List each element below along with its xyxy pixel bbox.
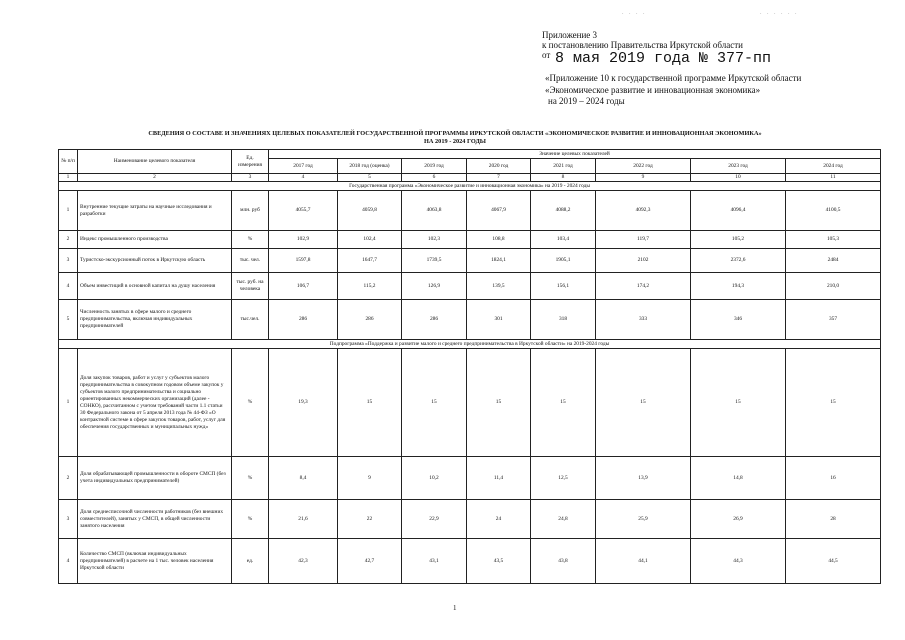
from-prefix: от: [542, 50, 551, 60]
indicator-value: 10,2: [402, 457, 467, 500]
indicator-value: 103,4: [531, 231, 596, 249]
indicator-value: 4055,7: [269, 191, 338, 231]
page-number: 1: [453, 604, 457, 612]
indicator-value: 11,4: [467, 457, 531, 500]
table-row: [59, 457, 881, 500]
indicator-value: 286: [402, 300, 467, 340]
header-num: № п/п: [59, 150, 78, 174]
table-row: [59, 231, 881, 249]
indicator-value: 15: [786, 349, 881, 457]
row-number: 5: [59, 300, 78, 340]
indicator-name: Объем инвестиций в основной капитал на душу населения: [78, 273, 232, 300]
indicator-name: Количество СМСП (включая индивидуальных предпринимателей) в расчете на 1 тыс. человек населения Иркутской области: [78, 539, 232, 584]
indicator-unit: млн. руб: [232, 191, 269, 231]
program-ref-line: «Экономическое развитие и инновационная экономика»: [545, 84, 761, 95]
indicator-value: 16: [786, 457, 881, 500]
title-line: НА 2019 - 2024 ГОДЫ: [424, 138, 486, 145]
indicator-value: 15: [531, 349, 596, 457]
row-number: 3: [59, 500, 78, 539]
row-number: 1: [59, 191, 78, 231]
column-index-cell: 10: [691, 174, 786, 182]
indicator-value: 210,0: [786, 273, 881, 300]
header-year: 2020 год: [467, 159, 531, 174]
row-number: 4: [59, 539, 78, 584]
indicators-table: [58, 149, 881, 584]
column-index-cell: 3: [232, 174, 269, 182]
program-ref-line: на 2019 – 2024 годы: [548, 96, 625, 106]
column-index-cell: 5: [338, 174, 402, 182]
header-name: Наименование целевого показателя: [78, 150, 232, 174]
header-year: 2022 год: [596, 159, 691, 174]
header-year: 2021 год: [531, 159, 596, 174]
program-reference: [545, 73, 801, 108]
header-year: 2017 год: [269, 159, 338, 174]
indicator-value: 119,7: [596, 231, 691, 249]
header-year: 2019 год: [402, 159, 467, 174]
table-row: [59, 249, 881, 273]
indicator-value: 21,6: [269, 500, 338, 539]
indicator-value: 4067,9: [467, 191, 531, 231]
indicator-value: 105,3: [786, 231, 881, 249]
indicator-value: 43,5: [467, 539, 531, 584]
table-row: [59, 273, 881, 300]
indicator-value: 43,1: [402, 539, 467, 584]
header-unit: Ед. измерения: [232, 150, 269, 174]
indicator-value: 174,2: [596, 273, 691, 300]
section-title: Государственная программа «Экономическое развитие и инновационная экономика» на 2019 - 2024 годы: [59, 182, 881, 191]
document-title: [40, 130, 870, 146]
indicator-name: Внутренние текущие затраты на научные исследования и разработки: [78, 191, 232, 231]
indicator-unit: тыс. руб. на человека: [232, 273, 269, 300]
row-number: 2: [59, 457, 78, 500]
indicator-value: 4096,4: [691, 191, 786, 231]
indicator-value: 13,9: [596, 457, 691, 500]
indicator-value: 105,2: [691, 231, 786, 249]
column-index-cell: 1: [59, 174, 78, 182]
indicator-value: 102,9: [269, 231, 338, 249]
decree-date-line: [542, 50, 772, 67]
indicator-value: 44,1: [596, 539, 691, 584]
indicator-value: 2484: [786, 249, 881, 273]
indicator-value: 22: [338, 500, 402, 539]
indicator-value: 15: [691, 349, 786, 457]
indicator-value: 15: [338, 349, 402, 457]
indicator-value: 15: [402, 349, 467, 457]
row-number: 3: [59, 249, 78, 273]
column-index-cell: 7: [467, 174, 531, 182]
indicator-name: Доля среднесписочной численности работников (без внешних совместителей), занятых у СМСП, в общей численности занятого населения: [78, 500, 232, 539]
indicator-value: 156,1: [531, 273, 596, 300]
indicator-name: Доля обрабатывающей промышленности в обороте СМСП (без учета индивидуальных предпринимателей): [78, 457, 232, 500]
indicator-value: 4088,2: [531, 191, 596, 231]
indicator-unit: тыс. чел.: [232, 249, 269, 273]
indicator-value: 25,9: [596, 500, 691, 539]
indicator-value: 2372,6: [691, 249, 786, 273]
decree-line: к постановлению Правительства Иркутской области: [542, 40, 743, 50]
section-title: Подпрограмма «Поддержка и развитие малого и среднего предпринимательства в Иркутской области» на 2019-2024 годы: [59, 340, 881, 349]
date-stamp: 8 мая 2019 года № 377-пп: [555, 50, 772, 67]
indicator-name: Доля закупок товаров, работ и услуг у субъектов малого предпринимательства в совокупном годовом объеме закупок у субъектов малого предпринимательства и социально ориентированных некоммерческих организаций (далее - СОНКО), рассчитанном с учетом требований части 1.1 статьи 30 Федерального закона от 5 апреля 2013 года № 44-ФЗ «О контрактной системе в сфере закупок товаров, работ, услуг для обеспечения государственных и муниципальных нужд»: [78, 349, 232, 457]
indicator-value: 4100,5: [786, 191, 881, 231]
indicator-unit: тыс.чел.: [232, 300, 269, 340]
indicator-value: 9: [338, 457, 402, 500]
indicator-value: 15: [467, 349, 531, 457]
indicator-value: 102,4: [338, 231, 402, 249]
indicator-value: 24: [467, 500, 531, 539]
indicator-value: 1597,8: [269, 249, 338, 273]
indicator-value: 318: [531, 300, 596, 340]
header-year: 2023 год: [691, 159, 786, 174]
indicator-value: 357: [786, 300, 881, 340]
column-index-cell: 11: [786, 174, 881, 182]
indicator-value: 2102: [596, 249, 691, 273]
header-values-group: Значение целевых показателей: [269, 150, 881, 159]
indicator-value: 1905,1: [531, 249, 596, 273]
indicator-value: 44,5: [786, 539, 881, 584]
indicator-value: 28: [786, 500, 881, 539]
indicator-value: 194,3: [691, 273, 786, 300]
indicator-unit: %: [232, 231, 269, 249]
indicator-name: Численность занятых в сфере малого и среднего предпринимательства, включая индивидуальных предпринимателей: [78, 300, 232, 340]
indicator-value: 301: [467, 300, 531, 340]
indicator-value: 1739,5: [402, 249, 467, 273]
column-index-cell: 6: [402, 174, 467, 182]
section-row: [59, 340, 881, 349]
row-number: 1: [59, 349, 78, 457]
header-year: 2024 год: [786, 159, 881, 174]
indicator-value: 8,4: [269, 457, 338, 500]
indicator-value: 42,3: [269, 539, 338, 584]
indicator-value: 126,9: [402, 273, 467, 300]
indicator-value: 43,8: [531, 539, 596, 584]
indicator-value: 106,7: [269, 273, 338, 300]
appendix-line: Приложение 3: [542, 30, 598, 40]
indicator-value: 26,9: [691, 500, 786, 539]
indicator-unit: ед.: [232, 539, 269, 584]
indicator-value: 139,5: [467, 273, 531, 300]
indicator-value: 24,8: [531, 500, 596, 539]
scan-dots-right: . . . . . .: [760, 10, 799, 16]
indicator-value: 15: [596, 349, 691, 457]
indicator-unit: %: [232, 457, 269, 500]
row-number: 2: [59, 231, 78, 249]
indicator-value: 102,3: [402, 231, 467, 249]
indicator-name: Индекс промышленного производства: [78, 231, 232, 249]
indicator-value: 22,9: [402, 500, 467, 539]
indicator-value: 115,2: [338, 273, 402, 300]
indicator-value: 42,7: [338, 539, 402, 584]
table-row: [59, 349, 881, 457]
indicator-value: 333: [596, 300, 691, 340]
table-row: [59, 191, 881, 231]
column-index-cell: 9: [596, 174, 691, 182]
appendix-header: [542, 30, 772, 67]
row-number: 4: [59, 273, 78, 300]
indicator-value: 346: [691, 300, 786, 340]
table-row: [59, 539, 881, 584]
indicator-value: 12,5: [531, 457, 596, 500]
indicator-value: 286: [269, 300, 338, 340]
title-line: СВЕДЕНИЯ О СОСТАВЕ И ЗНАЧЕНИЯХ ЦЕЛЕВЫХ ПОКАЗАТЕЛЕЙ ГОСУДАРСТВЕННОЙ ПРОГРАММЫ ИРКУТСКОЙ ОБЛАСТИ «ЭКОНОМИЧЕСКОЕ РАЗВИТИЕ И ИННОВАЦИОННАЯ ЭКОНОМИКА»: [148, 130, 762, 137]
column-index-cell: 8: [531, 174, 596, 182]
indicator-value: 19,3: [269, 349, 338, 457]
indicator-value: 4063,8: [402, 191, 467, 231]
indicator-name: Туристско-экскурсионный поток в Иркутскую область: [78, 249, 232, 273]
section-row: [59, 182, 881, 191]
indicator-value: 108,8: [467, 231, 531, 249]
indicator-value: 1824,1: [467, 249, 531, 273]
scan-dots-left: . . . .: [622, 10, 647, 16]
program-ref-line: «Приложение 10 к государственной программе Иркутской области: [545, 73, 802, 83]
indicator-value: 44,3: [691, 539, 786, 584]
indicator-unit: %: [232, 500, 269, 539]
column-index-row: [59, 174, 881, 182]
header-year: 2018 год (оценка): [338, 159, 402, 174]
table-row: [59, 500, 881, 539]
table-row: [59, 300, 881, 340]
column-index-cell: 2: [78, 174, 232, 182]
indicator-unit: %: [232, 349, 269, 457]
indicator-value: 1647,7: [338, 249, 402, 273]
indicator-value: 286: [338, 300, 402, 340]
indicator-value: 4059,8: [338, 191, 402, 231]
column-index-cell: 4: [269, 174, 338, 182]
indicator-value: 4092,3: [596, 191, 691, 231]
indicator-value: 14,8: [691, 457, 786, 500]
